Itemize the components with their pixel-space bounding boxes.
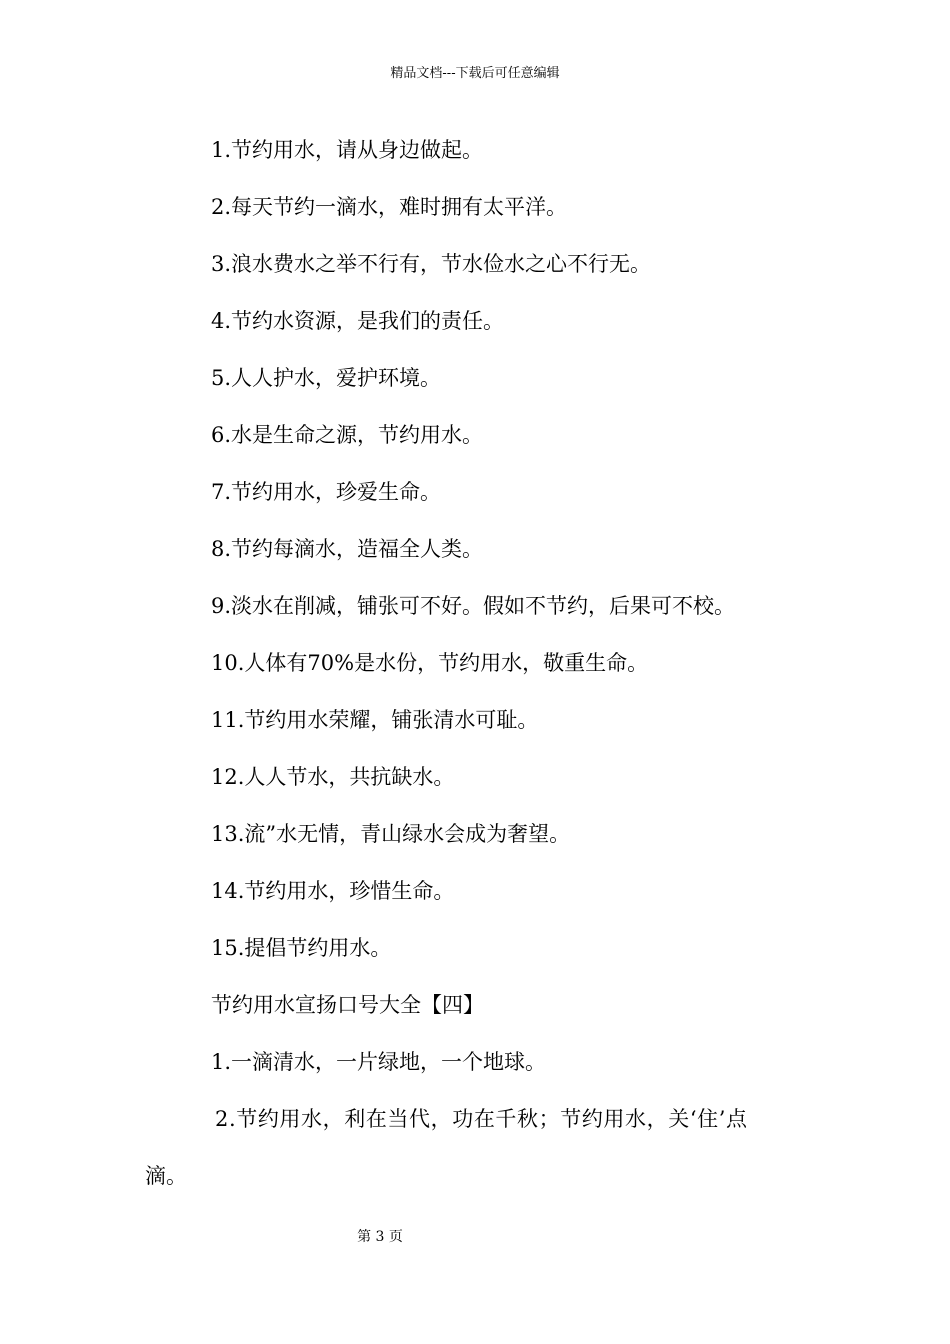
list-item: 6.水是生命之源，节约用水。 <box>211 423 484 447</box>
list-item: 9.淡水在削减，铺张可不好。假如不节约，后果可不校。 <box>211 594 736 618</box>
list-item: 4.节约水资源，是我们的责任。 <box>211 309 505 333</box>
list-item: 1.节约用水，请从身边做起。 <box>211 138 484 162</box>
list-item: 1.一滴清水，一片绿地，一个地球。 <box>211 1050 547 1074</box>
list-item: 10.人体有70%是水份，节约用水，敬重生命。 <box>211 651 649 675</box>
list-item: 5.人人护水，爱护环境。 <box>211 366 442 390</box>
list-item: 2.每天节约一滴水，难时拥有太平洋。 <box>211 195 568 219</box>
list-item: 12.人人节水，共抗缺水。 <box>211 765 455 789</box>
section-heading: 节约用水宣扬口号大全【四】 <box>211 993 484 1017</box>
page-header: 精品文档---下载后可任意编辑 <box>390 66 560 81</box>
list-item: 14.节约用水，珍惜生命。 <box>211 879 455 903</box>
list-item: 8.节约每滴水，造福全人类。 <box>211 537 484 561</box>
list-item: 7.节约用水，珍爱生命。 <box>211 480 442 504</box>
list-item: 3.浪水费水之举不行有，节水俭水之心不行无。 <box>211 252 652 276</box>
list-item: 15.提倡节约用水。 <box>211 936 392 960</box>
list-item: 11.节约用水荣耀，铺张清水可耻。 <box>211 708 539 732</box>
page-number: 第 3 页 <box>357 1229 403 1245</box>
list-item: 13.流”水无情，青山绿水会成为奢望。 <box>211 822 571 846</box>
list-item-wrapped: 2.节约用水，利在当代，功在千秋；节约用水，关‘住’点 <box>215 1107 748 1131</box>
list-item-continuation: 滴。 <box>145 1164 187 1188</box>
